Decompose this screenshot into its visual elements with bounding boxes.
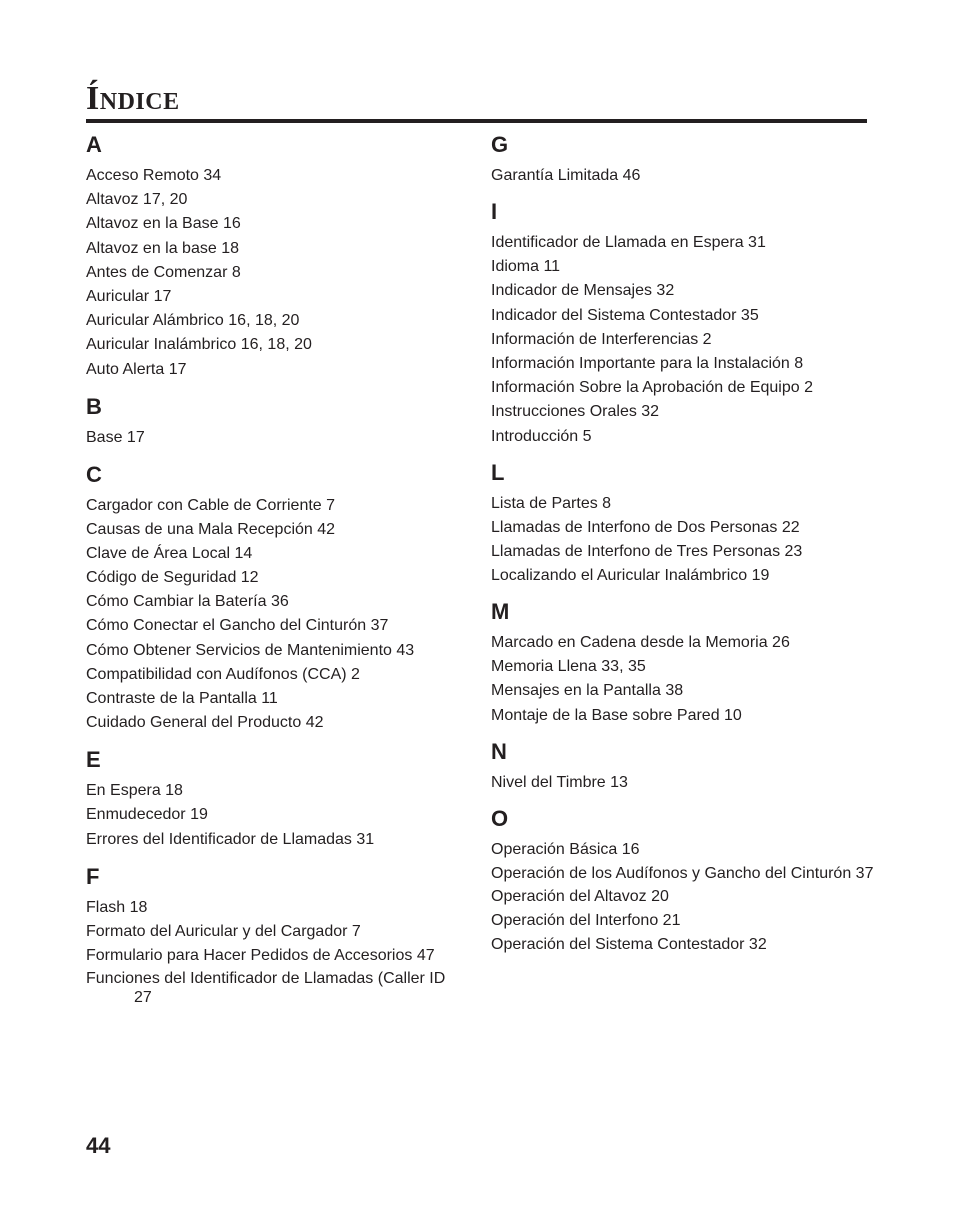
index-entry: Altavoz en la Base 16	[86, 215, 241, 233]
index-entry: Operación del Interfono 21	[491, 912, 681, 930]
index-entry: Cómo Cambiar la Batería 36	[86, 593, 289, 611]
index-entry: Identificador de Llamada en Espera 31	[491, 234, 766, 251]
index-entry: Clave de Área Local 14	[86, 544, 253, 562]
index-entry: Operación del Sistema Contestador 32	[491, 936, 767, 954]
index-section-c	[86, 462, 476, 734]
index-entry: Montaje de la Base sobre Pared 10	[491, 706, 742, 724]
index-entry: Funciones del Identificador de Llamadas (Caller ID 27	[86, 970, 446, 1007]
index-entry: Código de Seguridad 12	[86, 569, 259, 587]
index-entry: Localizando el Auricular Inalámbrico 19	[491, 567, 770, 585]
index-entry: Idioma 11	[491, 258, 561, 276]
page-number: 44	[86, 1133, 111, 1158]
index-entry: Auricular Inalámbrico 16, 18, 20	[86, 336, 312, 354]
section-letter: A	[86, 132, 102, 157]
index-entry: Indicador de Mensajes 32	[491, 282, 675, 300]
section-letter: G	[491, 132, 509, 157]
index-entry: Operación del Altavoz 20	[491, 888, 669, 905]
title-rule	[86, 119, 867, 123]
index-entry: Mensajes en la Pantalla 38	[491, 682, 684, 700]
index-entry: Compatibilidad con Audífonos (CCA) 2	[86, 665, 360, 683]
index-column-left	[86, 132, 476, 1011]
section-letter: N	[491, 738, 507, 764]
index-section-e	[86, 747, 476, 849]
index-entry: Garantía Limitada 46	[491, 167, 641, 184]
index-entry: Antes de Comenzar 8	[86, 263, 241, 281]
section-letter: C	[86, 461, 102, 487]
index-entry: Marcado en Cadena desde la Memoria 26	[491, 634, 790, 652]
index-section-b	[86, 394, 476, 448]
index-section-m	[491, 599, 871, 726]
index-entry: Altavoz 17, 20	[86, 191, 188, 209]
section-letter: O	[491, 805, 509, 831]
index-entry: Altavoz en la base 18	[86, 239, 239, 257]
index-entry: Cómo Conectar el Gancho del Cinturón 37	[86, 617, 389, 635]
index-entry: Formulario para Hacer Pedidos de Accesorios 47	[86, 946, 435, 964]
page-title	[86, 80, 180, 121]
index-entry: Llamadas de Interfono de Tres Personas 23	[491, 542, 803, 560]
index-entry: Formato del Auricular y del Cargador 7	[86, 922, 361, 940]
index-entry: Contraste de la Pantalla 11	[86, 690, 278, 707]
title-initial: Í	[86, 80, 100, 117]
index-entry: Información Sobre la Aprobación de Equipo 2	[491, 379, 813, 397]
section-letter: E	[86, 747, 101, 773]
index-section-n	[491, 739, 871, 793]
index-entry: Auricular Alámbrico 16, 18, 20	[86, 312, 300, 330]
index-section-i	[491, 199, 871, 447]
index-entry: Lista de Partes 8	[491, 494, 612, 512]
index-section-g	[491, 132, 871, 186]
index-entry: Operación de los Audífonos y Gancho del Cinturón 37	[491, 864, 874, 882]
index-entry: En Espera 18	[86, 782, 183, 800]
index-entry: Flash 18	[86, 898, 148, 916]
index-entry: Base 17	[86, 428, 145, 446]
index-entry: Auto Alerta 17	[86, 360, 187, 378]
index-entry: Memoria Llena 33, 35	[491, 658, 646, 676]
index-entry: Auricular 17	[86, 287, 172, 305]
index-section-f	[86, 864, 476, 1008]
index-entry: Llamadas de Interfono de Dos Personas 22	[491, 518, 800, 536]
section-letter: F	[86, 863, 100, 889]
index-entry: Operación Básica 16	[491, 840, 640, 858]
index-entry: Nivel del Timbre 13	[491, 773, 628, 791]
title-rest: NDICE	[99, 89, 180, 115]
index-entry: Introducción 5	[491, 427, 592, 445]
index-section-a	[86, 132, 476, 380]
index-section-o	[491, 805, 874, 956]
index-entry: Enmudecedor 19	[86, 806, 208, 824]
index-entry: Cuidado General del Producto 42	[86, 714, 324, 732]
section-letter: L	[491, 459, 505, 485]
index-entry: Errores del Identificador de Llamadas 31	[86, 830, 375, 848]
index-entry: Indicador del Sistema Contestador 35	[491, 306, 759, 324]
section-letter: I	[491, 199, 498, 224]
index-entry: Información de Interferencias 2	[491, 330, 712, 348]
section-letter: M	[491, 599, 510, 625]
section-letter: B	[86, 393, 102, 419]
index-entry: Instrucciones Orales 32	[491, 403, 660, 421]
index-column-right	[491, 132, 874, 960]
index-section-l	[491, 460, 871, 587]
index-entry: Cómo Obtener Servicios de Mantenimiento 43	[86, 641, 415, 659]
index-entry: Cargador con Cable de Corriente 7	[86, 496, 336, 514]
index-entry: Información Importante para la Instalación 8	[491, 354, 804, 372]
index-entry: Acceso Remoto 34	[86, 167, 222, 184]
index-entry: Causas de una Mala Recepción 42	[86, 520, 336, 538]
